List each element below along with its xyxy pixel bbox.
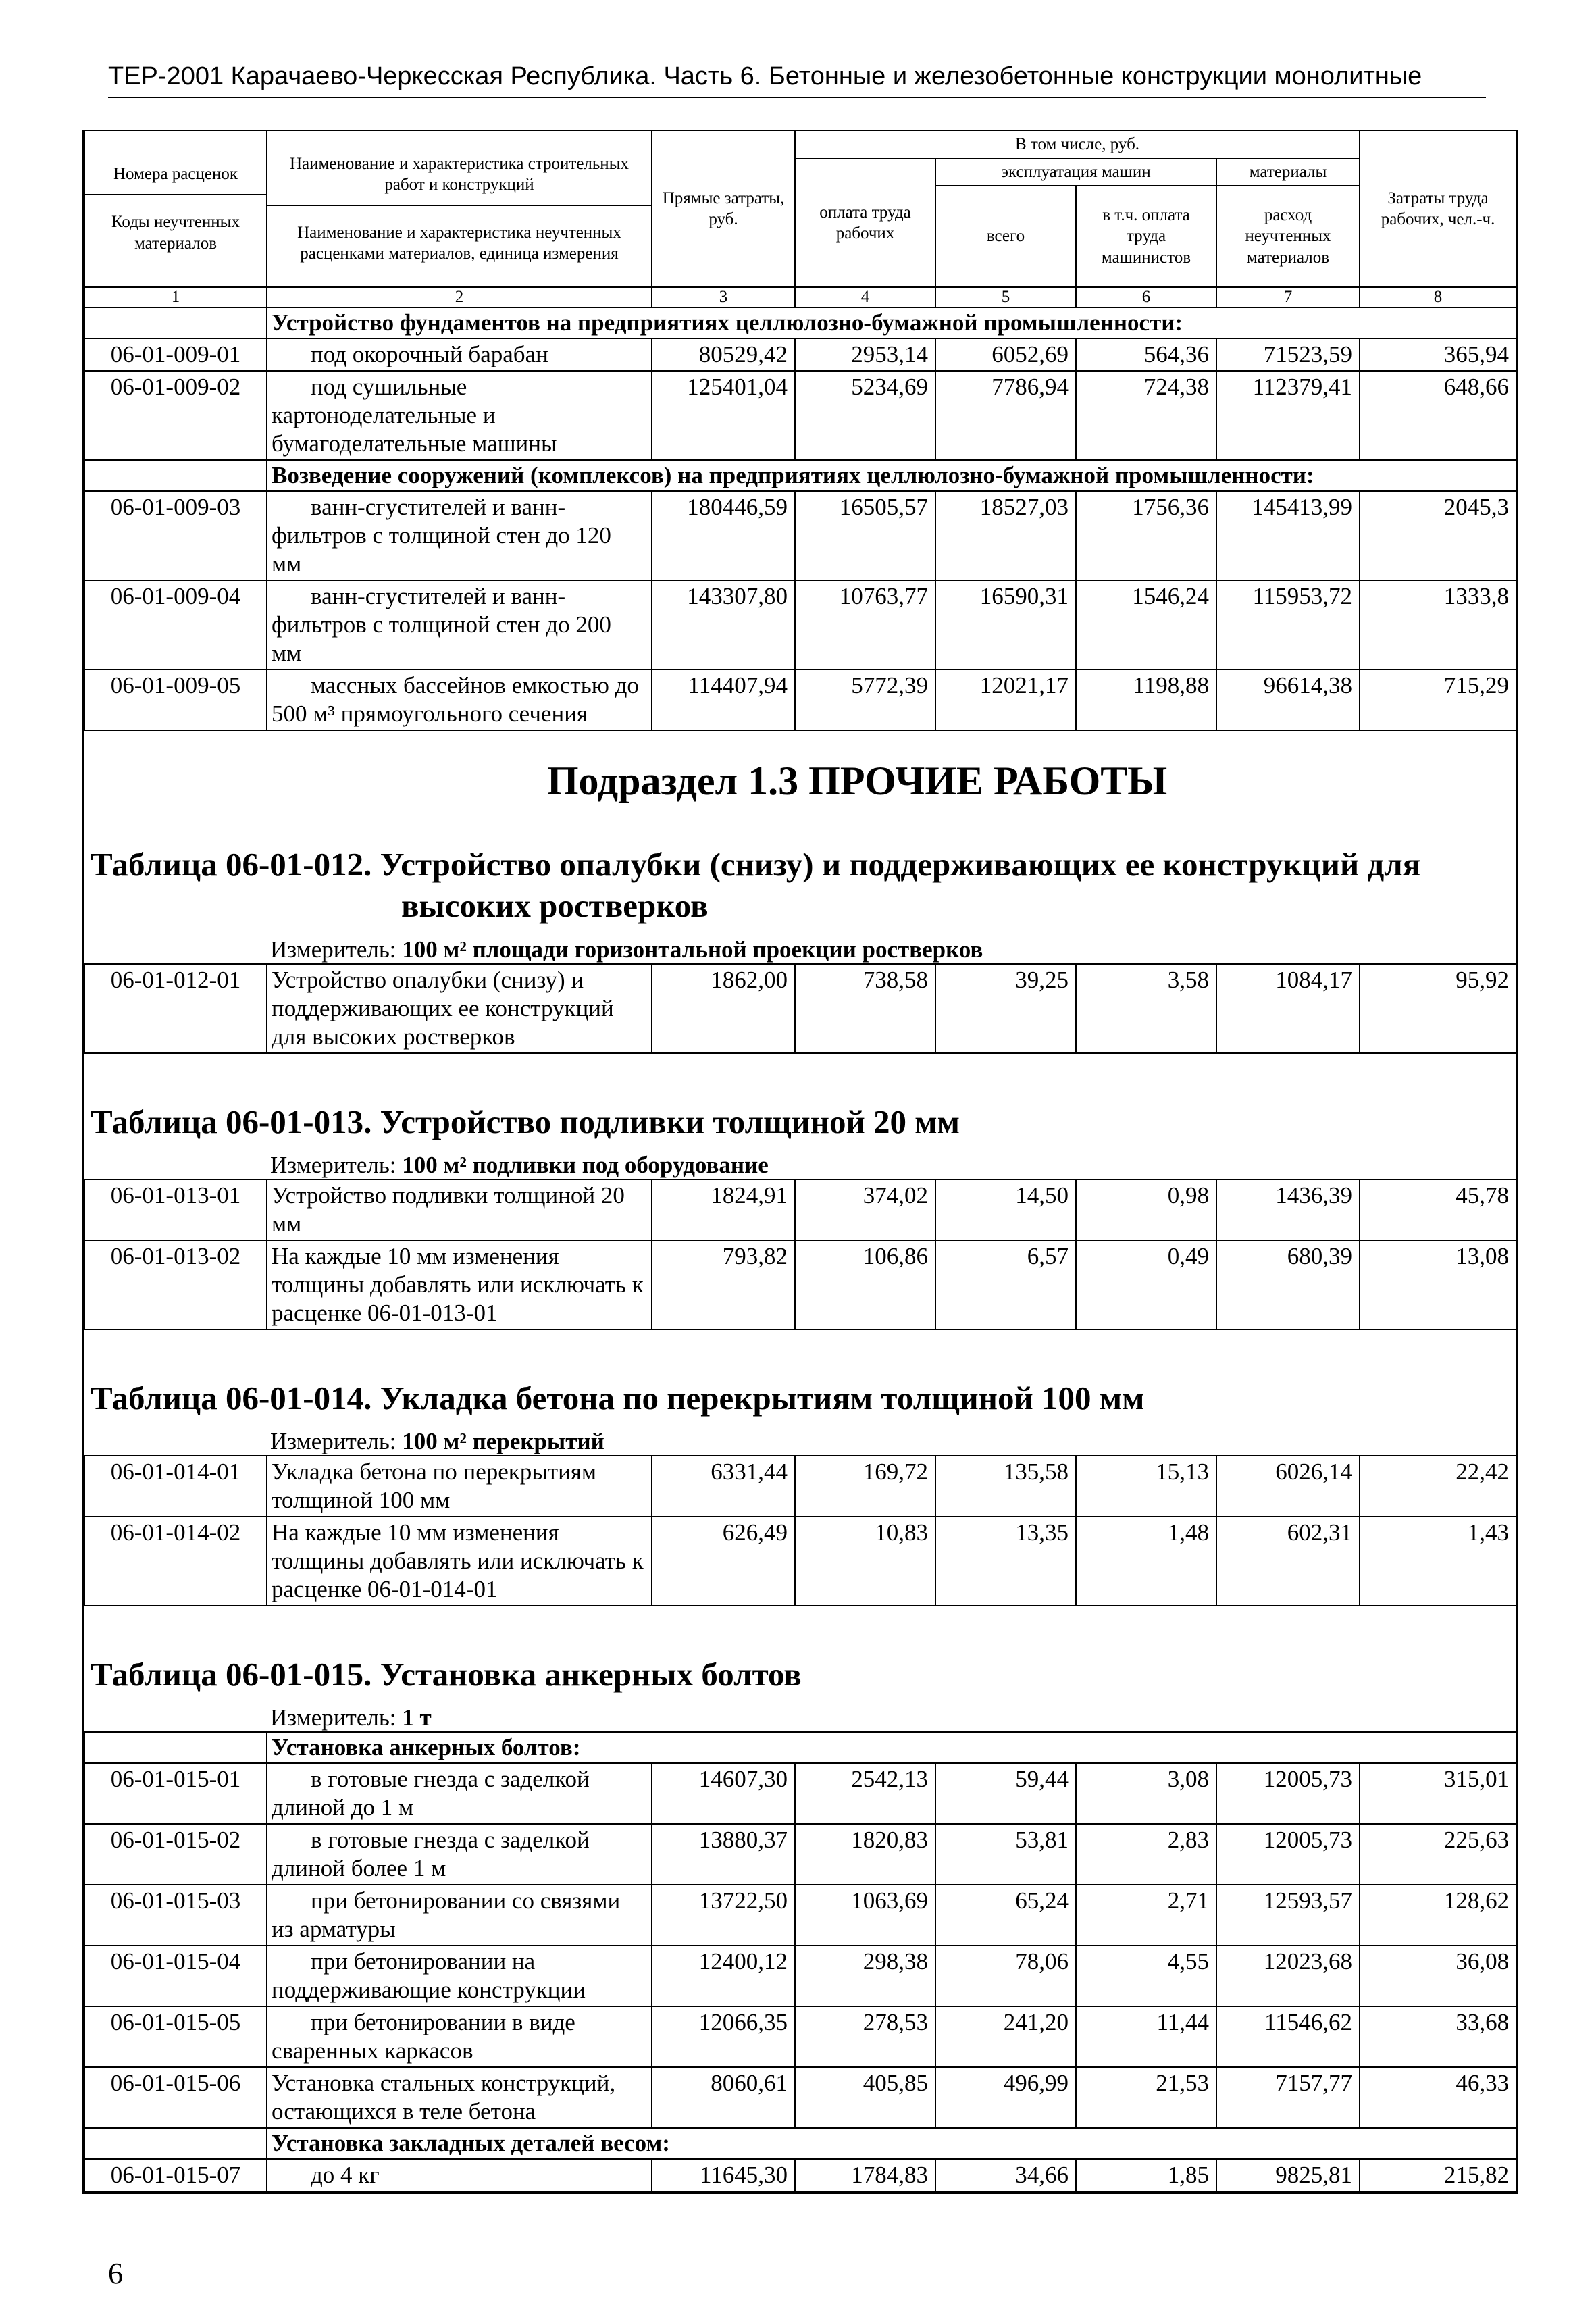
labor-hours: 215,82 (1360, 2159, 1516, 2191)
operator-cost: 0,49 (1076, 1240, 1216, 1329)
section-row (84, 460, 1516, 491)
material-cost: 12005,73 (1216, 1763, 1360, 1824)
table-row (84, 964, 1516, 1053)
machine-cost: 18527,03 (935, 491, 1076, 580)
rate-code: 06-01-009-05 (84, 669, 267, 730)
section-title: Возведение сооружений (комплексов) на предприятиях целлюлозно-бумажной промышленности: (267, 460, 1516, 491)
labor-cost: 169,72 (795, 1456, 935, 1517)
col5-header: всего (935, 186, 1076, 287)
subsection-title: Подраздел 1.3 ПРОЧИЕ РАБОТЫ (546, 759, 1168, 803)
measure-value: 1 т (402, 1704, 432, 1731)
rate-name (267, 1240, 652, 1329)
material-cost: 12005,73 (1216, 1824, 1360, 1885)
column-number: 4 (795, 287, 935, 307)
machine-cost: 14,50 (935, 1179, 1076, 1240)
direct-cost: 14607,30 (652, 1763, 795, 1824)
col2-bottom: Наименование и характеристика неучтенных расценками материалов, единица измерения (267, 205, 651, 265)
materials-header: материалы (1216, 159, 1360, 186)
rate-name-text: ванн-сгустителей и ванн-фильтров с толщиной стен до 200 мм (272, 583, 611, 666)
labor-cost: 10763,77 (795, 580, 935, 669)
section-title: Установка закладных деталей весом: (267, 2128, 1516, 2159)
measure-label: Измеритель: (270, 1428, 396, 1454)
operator-cost: 1198,88 (1076, 669, 1216, 730)
labor-cost: 278,53 (795, 2006, 935, 2067)
col1-header (84, 130, 267, 287)
col1-bottom: Коды неучтенных материалов (85, 194, 266, 254)
table-title-t012 (84, 837, 1516, 931)
rate-code: 06-01-012-01 (84, 964, 267, 1053)
table-title-text: Таблица 06-01-012. Устройство опалубки (снизу) и поддерживающих ее конструкций для (91, 846, 1421, 883)
group-header: В том числе, руб. (795, 130, 1360, 159)
labor-cost: 10,83 (795, 1517, 935, 1606)
measure-label: Измеритель: (270, 1704, 396, 1731)
rate-name-text: в готовые гнезда с заделкой длиной более 1 м (272, 1827, 590, 1882)
table-row (84, 580, 1516, 669)
table-row (84, 1824, 1516, 1885)
rate-name-text: На каждые 10 мм изменения толщины добавлять или исключать к расценке 06-01-013-01 (272, 1242, 644, 1326)
direct-cost: 180446,59 (652, 491, 795, 580)
table-title-continuation: высоких ростверков (401, 887, 709, 925)
table-row (84, 1179, 1516, 1240)
material-cost: 12023,68 (1216, 1946, 1360, 2006)
rate-code: 06-01-009-02 (84, 371, 267, 460)
page-number: 6 (108, 2257, 123, 2290)
labor-hours: 715,29 (1360, 669, 1516, 730)
rate-name (267, 491, 652, 580)
material-cost: 71523,59 (1216, 338, 1360, 371)
rate-code: 06-01-015-07 (84, 2159, 267, 2191)
section-row (84, 1732, 1516, 1763)
rate-name (267, 1179, 652, 1240)
rate-name-text: при бетонировании со связями из арматуры (272, 1887, 621, 1943)
operator-cost: 1,85 (1076, 2159, 1216, 2191)
rate-name (267, 669, 652, 730)
labor-cost: 374,02 (795, 1179, 935, 1240)
rates-sheet (82, 130, 1518, 2194)
material-cost: 115953,72 (1216, 580, 1360, 669)
machine-cost: 78,06 (935, 1946, 1076, 2006)
labor-cost: 1784,83 (795, 2159, 935, 2191)
column-number: 3 (652, 287, 795, 307)
material-cost: 9825,81 (1216, 2159, 1360, 2191)
table-row (84, 338, 1516, 371)
rate-name-text: массных бассейнов емкостью до 500 м³ прямоугольного сечения (272, 672, 639, 727)
direct-cost: 114407,94 (652, 669, 795, 730)
rate-code: 06-01-009-01 (84, 338, 267, 371)
labor-hours: 128,62 (1360, 1885, 1516, 1946)
labor-hours: 46,33 (1360, 2067, 1516, 2128)
rate-code: 06-01-015-05 (84, 2006, 267, 2067)
direct-cost: 80529,42 (652, 338, 795, 371)
rate-name (267, 1824, 652, 1885)
rate-name (267, 1456, 652, 1517)
rate-name (267, 580, 652, 669)
rate-code: 06-01-009-04 (84, 580, 267, 669)
measure-unit (84, 1699, 1516, 1731)
col1-top: Номера расценок (113, 165, 238, 184)
machine-cost: 135,58 (935, 1456, 1076, 1517)
rates-table-t014 (84, 1455, 1517, 1606)
operator-cost: 1756,36 (1076, 491, 1216, 580)
labor-hours: 1,43 (1360, 1517, 1516, 1606)
rate-name (267, 2159, 652, 2191)
measure-value: 100 м² площади горизонтальной проекции ростверков (402, 936, 983, 963)
rate-name (267, 964, 652, 1053)
rate-code: 06-01-014-01 (84, 1456, 267, 1517)
labor-cost: 5772,39 (795, 669, 935, 730)
rates-table-t013 (84, 1179, 1517, 1330)
rate-name-text: На каждые 10 мм изменения толщины добавлять или исключать к расценке 06-01-014-01 (272, 1519, 644, 1602)
operator-cost: 3,58 (1076, 964, 1216, 1053)
labor-cost: 738,58 (795, 964, 935, 1053)
labor-cost: 106,86 (795, 1240, 935, 1329)
rate-code: 06-01-015-06 (84, 2067, 267, 2128)
operator-cost: 1,48 (1076, 1517, 1216, 1606)
direct-cost: 143307,80 (652, 580, 795, 669)
rate-code: 06-01-013-01 (84, 1179, 267, 1240)
rates-table-t012 (84, 963, 1517, 1054)
table-row (84, 1517, 1516, 1606)
material-cost: 680,39 (1216, 1240, 1360, 1329)
machine-cost: 59,44 (935, 1763, 1076, 1824)
column-number: 7 (1216, 287, 1360, 307)
rate-name (267, 338, 652, 371)
rate-name-text: под сушильные картоноделательные и бумагоделательные машины (272, 374, 557, 457)
operator-cost: 21,53 (1076, 2067, 1216, 2128)
rate-name-text: Укладка бетона по перекрытиям толщиной 100 мм (272, 1458, 597, 1513)
table-row (84, 1240, 1516, 1329)
labor-cost: 405,85 (795, 2067, 935, 2128)
direct-cost: 11645,30 (652, 2159, 795, 2191)
rate-name (267, 1517, 652, 1606)
direct-cost: 1824,91 (652, 1179, 795, 1240)
labor-hours: 315,01 (1360, 1763, 1516, 1824)
operator-cost: 564,36 (1076, 338, 1216, 371)
rate-name-text: ванн-сгустителей и ванн-фильтров с толщиной стен до 120 мм (272, 494, 611, 577)
operator-cost: 2,83 (1076, 1824, 1216, 1885)
rate-name (267, 1763, 652, 1824)
col4-header: оплата труда рабочих (795, 159, 935, 287)
table-title-text: Таблица 06-01-014. Укладка бетона по перекрытиям толщиной 100 мм (91, 1379, 1145, 1417)
direct-cost: 8060,61 (652, 2067, 795, 2128)
labor-hours: 13,08 (1360, 1240, 1516, 1329)
column-number: 1 (84, 287, 267, 307)
rate-name-text: в готовые гнезда с заделкой длиной до 1 м (272, 1766, 590, 1821)
column-number: 5 (935, 287, 1076, 307)
direct-cost: 12400,12 (652, 1946, 795, 2006)
operator-cost: 15,13 (1076, 1456, 1216, 1517)
table-title-t013 (84, 1094, 1516, 1146)
rate-name (267, 2067, 652, 2128)
labor-cost: 1820,83 (795, 1824, 935, 1885)
machine-cost: 6052,69 (935, 338, 1076, 371)
table-row (84, 371, 1516, 460)
table-row (84, 2067, 1516, 2128)
direct-cost: 1862,00 (652, 964, 795, 1053)
material-cost: 6026,14 (1216, 1456, 1360, 1517)
labor-hours: 45,78 (1360, 1179, 1516, 1240)
direct-cost: 13722,50 (652, 1885, 795, 1946)
col2-header (267, 130, 652, 287)
measure-unit (84, 931, 1516, 963)
rate-name-text: под окорочный барабан (311, 341, 548, 367)
rate-name-text: Устройство подливки толщиной 20 мм (272, 1181, 625, 1237)
operator-cost: 724,38 (1076, 371, 1216, 460)
table-row (84, 2159, 1516, 2191)
col3-header: Прямые затраты, руб. (652, 130, 795, 287)
material-cost: 145413,99 (1216, 491, 1360, 580)
machine-cost: 12021,17 (935, 669, 1076, 730)
labor-hours: 2045,3 (1360, 491, 1516, 580)
rate-code: 06-01-014-02 (84, 1517, 267, 1606)
machine-cost: 496,99 (935, 2067, 1076, 2128)
measure-label: Измеритель: (270, 936, 396, 963)
table-row (84, 1763, 1516, 1824)
labor-cost: 2953,14 (795, 338, 935, 371)
section-title: Устройство фундаментов на предприятиях целлюлозно-бумажной промышленности: (267, 307, 1516, 338)
labor-cost: 16505,57 (795, 491, 935, 580)
operator-cost: 11,44 (1076, 2006, 1216, 2067)
material-cost: 1084,17 (1216, 964, 1360, 1053)
material-cost: 96614,38 (1216, 669, 1360, 730)
col8-header: Затраты труда рабочих, чел.-ч. (1360, 130, 1516, 287)
section-title: Установка анкерных болтов: (267, 1732, 1516, 1763)
measure-value: 100 м² перекрытий (402, 1428, 604, 1454)
table-title-text: Таблица 06-01-015. Установка анкерных болтов (91, 1656, 802, 1693)
labor-hours: 22,42 (1360, 1456, 1516, 1517)
labor-hours: 95,92 (1360, 964, 1516, 1053)
labor-hours: 225,63 (1360, 1824, 1516, 1885)
table-row (84, 669, 1516, 730)
rate-name-text: до 4 кг (311, 2162, 380, 2189)
rate-code: 06-01-013-02 (84, 1240, 267, 1329)
rate-code: 06-01-015-01 (84, 1763, 267, 1824)
material-cost: 602,31 (1216, 1517, 1360, 1606)
rates-table (84, 130, 1517, 731)
labor-hours: 33,68 (1360, 2006, 1516, 2067)
rate-name-text: Устройство опалубки (снизу) и поддерживающих ее конструкций для высоких ростверков (272, 966, 614, 1050)
direct-cost: 12066,35 (652, 2006, 795, 2067)
machine-cost: 39,25 (935, 964, 1076, 1053)
machine-cost: 7786,94 (935, 371, 1076, 460)
labor-hours: 1333,8 (1360, 580, 1516, 669)
direct-cost: 793,82 (652, 1240, 795, 1329)
rate-name (267, 371, 652, 460)
operator-cost: 4,55 (1076, 1946, 1216, 2006)
operator-cost: 1546,24 (1076, 580, 1216, 669)
page-header: ТЕР-2001 Карачаево-Черкесская Республика. Часть 6. Бетонные и железобетонные конструкции монолитные (108, 62, 1486, 98)
labor-hours: 36,08 (1360, 1946, 1516, 2006)
table-title-text: Таблица 06-01-013. Устройство подливки толщиной 20 мм (91, 1102, 960, 1140)
rate-name-text: при бетонировании в виде сваренных каркасов (272, 2009, 575, 2064)
operator-cost: 2,71 (1076, 1885, 1216, 1946)
machine-cost: 16590,31 (935, 580, 1076, 669)
operator-cost: 0,98 (1076, 1179, 1216, 1240)
measure-unit (84, 1423, 1516, 1455)
direct-cost: 6331,44 (652, 1456, 795, 1517)
rate-code: 06-01-015-04 (84, 1946, 267, 2006)
rate-code: 06-01-015-02 (84, 1824, 267, 1885)
rates-table-t015 (84, 1731, 1517, 2192)
table-title-t014 (84, 1371, 1516, 1423)
direct-cost: 626,49 (652, 1517, 795, 1606)
machine-cost: 6,57 (935, 1240, 1076, 1329)
labor-cost: 1063,69 (795, 1885, 935, 1946)
labor-cost: 5234,69 (795, 371, 935, 460)
section-row (84, 2128, 1516, 2159)
machine-cost: 241,20 (935, 2006, 1076, 2067)
rate-name (267, 1885, 652, 1946)
labor-hours: 648,66 (1360, 371, 1516, 460)
measure-unit (84, 1146, 1516, 1179)
rate-name-text: при бетонировании на поддерживающие конструкции (272, 1948, 586, 2004)
labor-hours: 365,94 (1360, 338, 1516, 371)
table-row (84, 1946, 1516, 2006)
material-cost: 112379,41 (1216, 371, 1360, 460)
rate-name (267, 2006, 652, 2067)
material-cost: 11546,62 (1216, 2006, 1360, 2067)
table-row (84, 1885, 1516, 1946)
measure-label: Измеритель: (270, 1151, 396, 1178)
machine-cost: 65,24 (935, 1885, 1076, 1946)
material-cost: 12593,57 (1216, 1885, 1360, 1946)
material-cost: 1436,39 (1216, 1179, 1360, 1240)
section-row (84, 307, 1516, 338)
rate-code: 06-01-015-03 (84, 1885, 267, 1946)
material-cost: 7157,77 (1216, 2067, 1360, 2128)
table-row (84, 491, 1516, 580)
rate-name-text: Установка стальных конструкций, остающихся в теле бетона (272, 2070, 616, 2125)
column-number: 6 (1076, 287, 1216, 307)
labor-cost: 2542,13 (795, 1763, 935, 1824)
column-number: 8 (1360, 287, 1516, 307)
col2-top: Наименование и характеристика строительных работ и конструкций (289, 154, 629, 194)
direct-cost: 125401,04 (652, 371, 795, 460)
table-row (84, 2006, 1516, 2067)
operator-cost: 3,08 (1076, 1763, 1216, 1824)
col7-header: расход неучтенных материалов (1216, 186, 1360, 287)
table-title-t015 (84, 1647, 1516, 1699)
column-number: 2 (267, 287, 652, 307)
labor-cost: 298,38 (795, 1946, 935, 2006)
rate-name (267, 1946, 652, 2006)
direct-cost: 13880,37 (652, 1824, 795, 1885)
machine-cost: 53,81 (935, 1824, 1076, 1885)
machine-cost: 13,35 (935, 1517, 1076, 1606)
rate-code: 06-01-009-03 (84, 491, 267, 580)
machines-header: эксплуатация машин (935, 159, 1216, 186)
col6-header: в т.ч. оплата труда машинистов (1076, 186, 1216, 287)
measure-value: 100 м² подливки под оборудование (402, 1151, 769, 1178)
machine-cost: 34,66 (935, 2159, 1076, 2191)
table-row (84, 1456, 1516, 1517)
